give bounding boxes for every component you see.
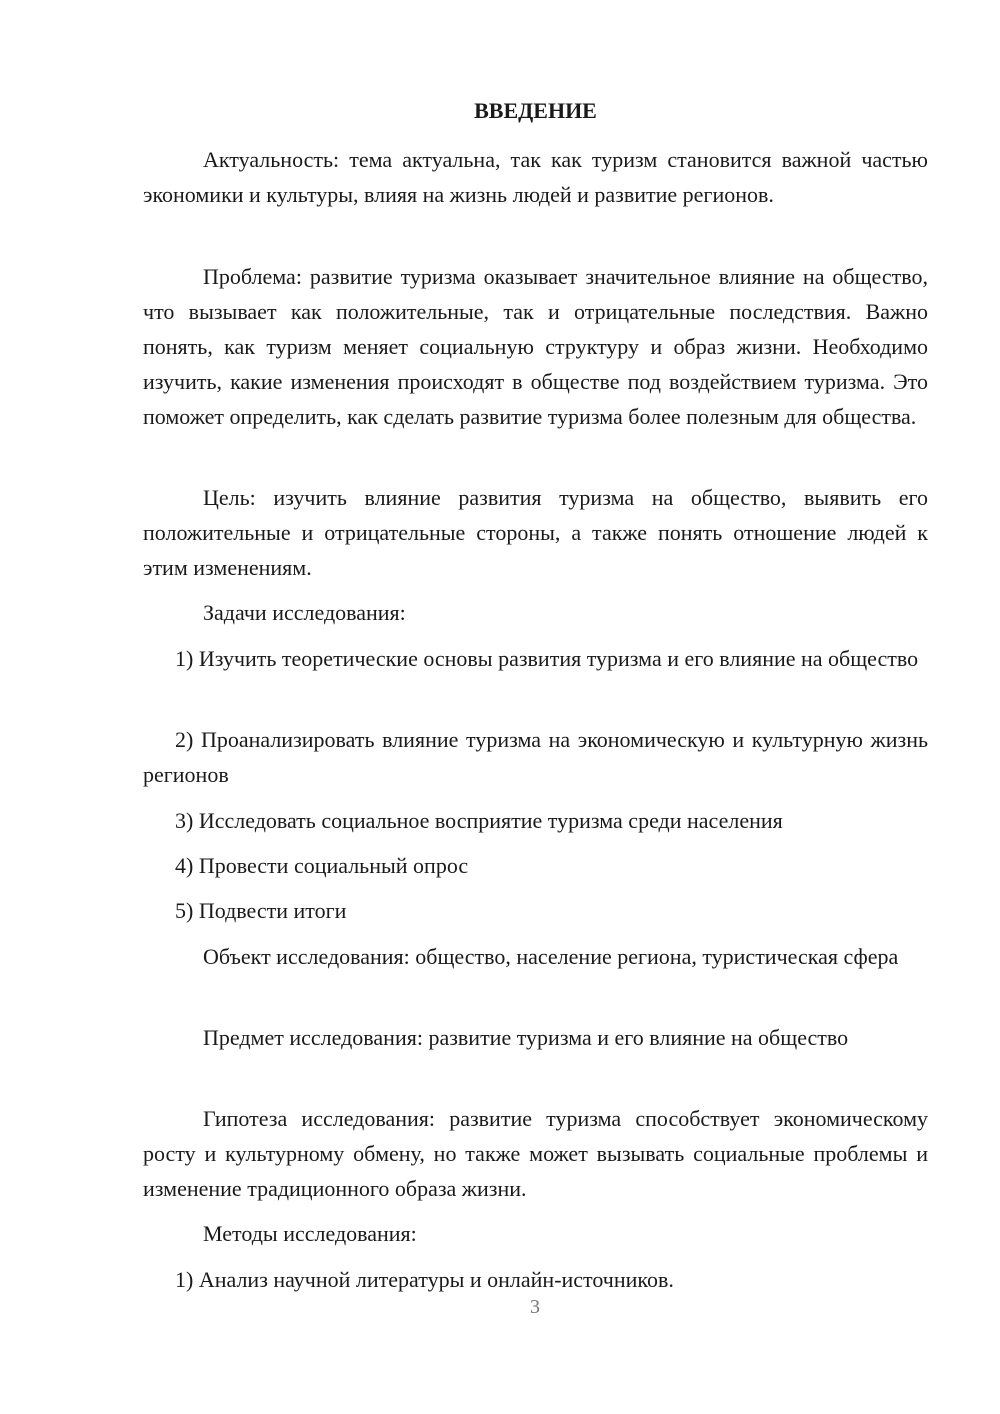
paragraph-subject: Предмет исследования: развитие туризма и его влияние на общество xyxy=(203,1025,849,1050)
task-item-5: 5) Подвести итоги xyxy=(175,898,347,923)
task-item-1: 1) Изучить теоретические основы развития туризма и его влияние на общество xyxy=(175,646,919,671)
task-item-3: 3) Исследовать социальное восприятие туризма среди населения xyxy=(175,808,783,833)
paragraph-tasks-heading: Задачи исследования: xyxy=(203,600,406,625)
paragraph-object: Объект исследования: общество, население региона, туристическая сфера xyxy=(203,944,899,969)
method-item-1: 1) Анализ научной литературы и онлайн-источников. xyxy=(175,1267,674,1292)
task-item-2: 2) Проанализировать влияние туризма на экономическую и культурную жизнь регионов xyxy=(143,727,928,787)
paragraph-relevance: Актуальность: тема актуальна, так как туризм становится важной частью экономики и культуры, влияя на жизнь людей и развитие регионов. xyxy=(143,147,928,207)
section-title: ВВЕДЕНИЕ xyxy=(474,98,597,123)
paragraph-goal: Цель: изучить влияние развития туризма на общество, выявить его положительные и отрицательные стороны, а также понять отношение людей к этим изменениям. xyxy=(143,485,928,580)
paragraph-methods-heading: Методы исследования: xyxy=(203,1221,417,1246)
task-item-4: 4) Провести социальный опрос xyxy=(175,853,469,878)
paragraph-hypothesis: Гипотеза исследования: развитие туризма способствует экономическому росту и культурному обмену, но также может вызывать социальные проблемы и изменение традиционного образа жизни. xyxy=(143,1106,928,1201)
paragraph-problem: Проблема: развитие туризма оказывает значительное влияние на общество, что вызывает как положительные, так и отрицательные последствия. Важно понять, как туризм меняет социальную структуру и образ жизни. Необходимо изучить, какие изменения происходят в обществе под воздействием туризма. Это поможет определить, как сделать развитие туризма более полезным для общества. xyxy=(143,264,928,429)
page-number: 3 xyxy=(530,1296,540,1318)
